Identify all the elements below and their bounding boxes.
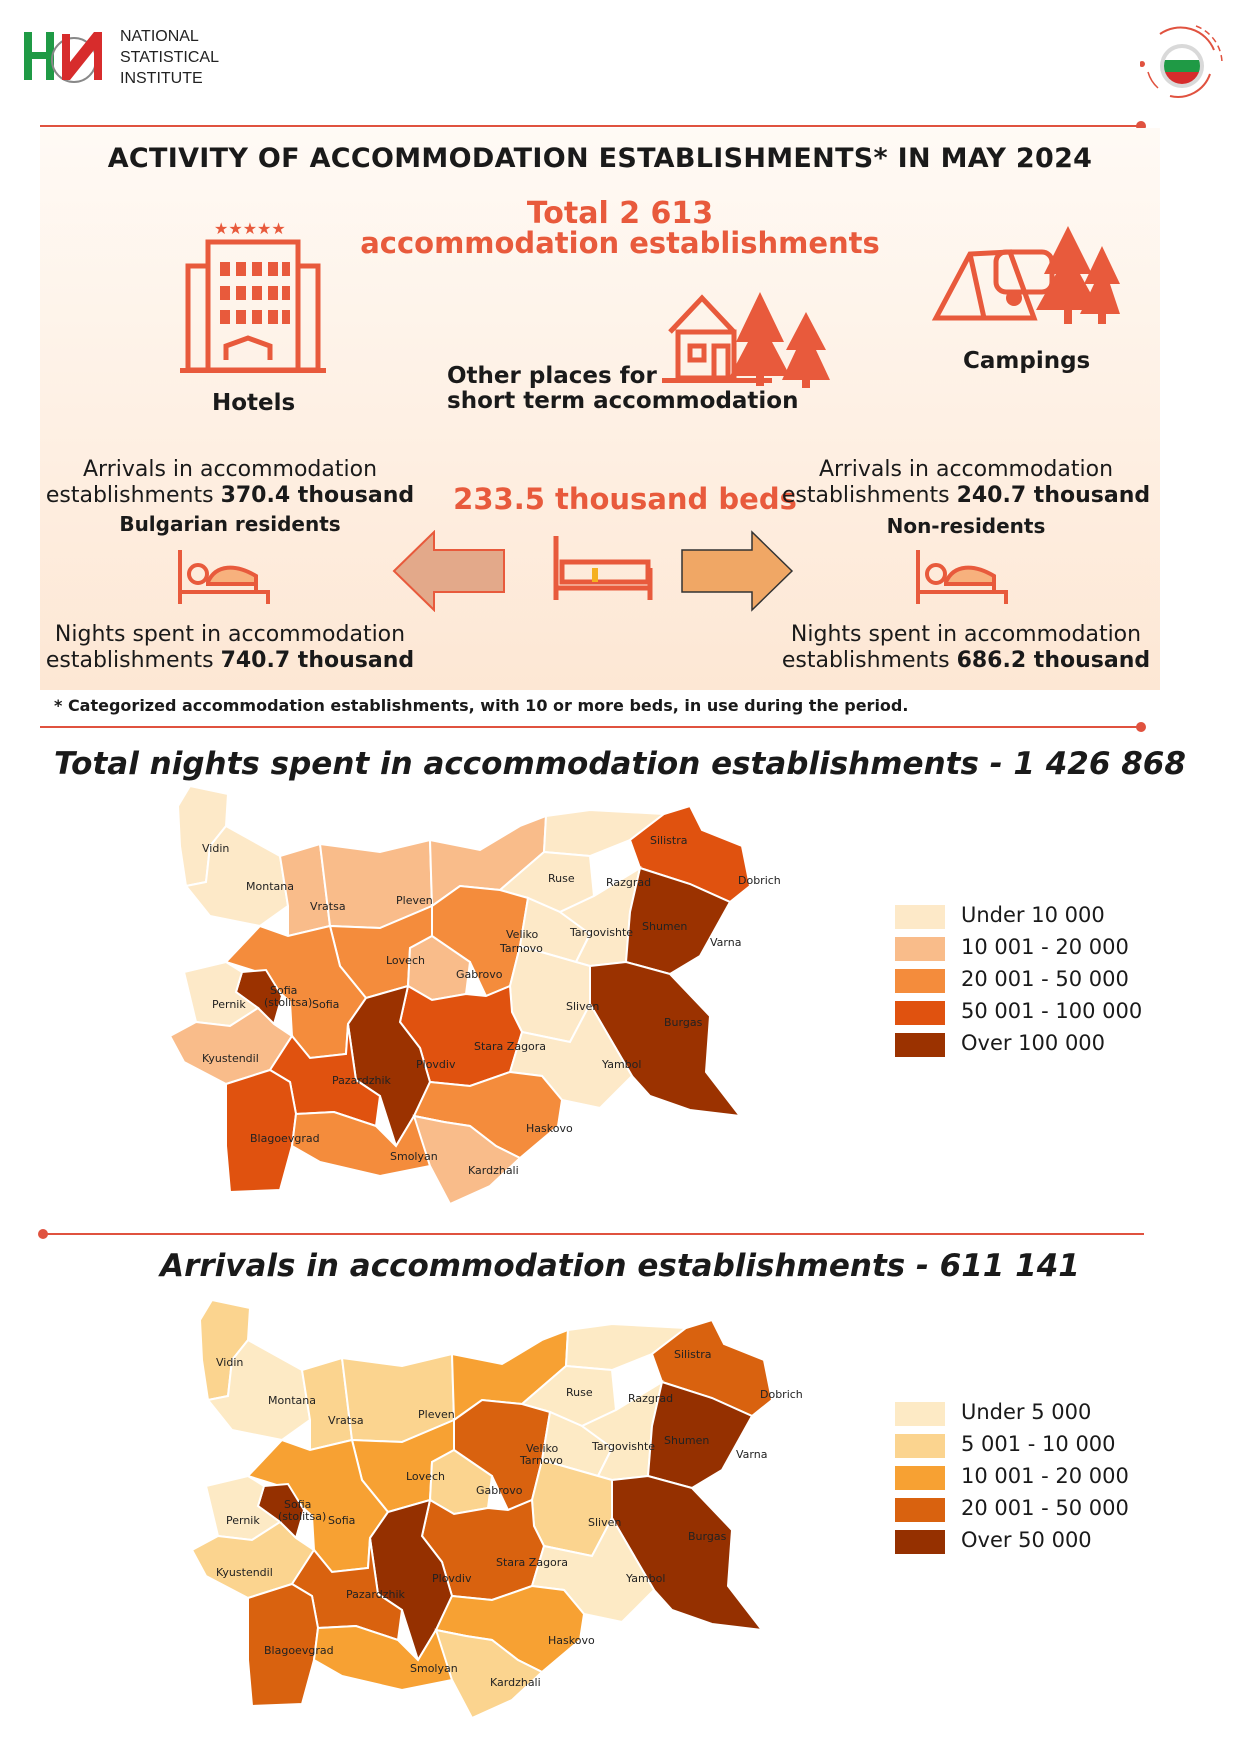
nonresidents-arrivals <box>776 457 1156 509</box>
label-plovdiv: Plovdiv <box>416 1058 456 1071</box>
arrow-right-icon <box>680 530 794 612</box>
legend-nights <box>895 905 1155 1065</box>
label-silistra: Silistra <box>674 1348 712 1361</box>
nonresidents-arrivals-line-1: Arrivals in accommodation <box>818 457 1114 482</box>
legend-swatch <box>895 937 945 961</box>
bulgaria-flag-icon <box>1140 20 1226 100</box>
label-ruse: Ruse <box>548 872 575 885</box>
label-vidin: Vidin <box>216 1356 244 1369</box>
legend-swatch <box>895 1434 945 1458</box>
residents-nights-line-2 <box>40 648 420 674</box>
label-haskovo: Haskovo <box>548 1634 595 1647</box>
label-silistra: Silistra <box>650 834 688 847</box>
label-vratsa: Vratsa <box>310 900 346 913</box>
label-kardzhali: Kardzhali <box>490 1676 541 1689</box>
residents-nights-line-1: Nights spent in accommodation <box>54 622 406 647</box>
legend-label: 50 001 - 100 000 <box>961 999 1143 1023</box>
label-plovdiv: Plovdiv <box>432 1572 472 1585</box>
bed-icon <box>550 532 656 604</box>
legend-arrivals <box>895 1402 1155 1562</box>
total-count: Total 2 613 <box>526 196 714 231</box>
label-dobrich: Dobrich <box>738 874 781 887</box>
residents-arrivals-prefix: establishments <box>45 483 221 508</box>
label-gabrovo: Gabrovo <box>476 1484 523 1497</box>
label-lovech: Lovech <box>406 1470 445 1483</box>
map-arrivals-title: Arrivals in accommodation establishments - 611 141 <box>160 1248 1080 1284</box>
label-targovishte: Targovishte <box>592 1440 656 1453</box>
label-yambol: Yambol <box>602 1058 642 1071</box>
label-gabrovo: Gabrovo <box>456 968 503 981</box>
org-line-3: INSTITUTE <box>120 70 203 87</box>
label-pernik: Pernik <box>212 998 246 1011</box>
residents-nights-value: 740.7 thousand <box>220 648 415 673</box>
legend-label: 10 001 - 20 000 <box>961 1464 1129 1488</box>
label-shumen: Shumen <box>664 1434 710 1447</box>
org-line-2: STATISTICAL <box>120 49 219 66</box>
label-sliven: Sliven <box>566 1000 600 1013</box>
campings-label: Campings <box>963 348 1091 374</box>
map-nights <box>170 786 850 1226</box>
nonresidents-nights <box>776 622 1156 674</box>
label-stara-zagora: Stara Zagora <box>496 1556 569 1569</box>
label-pleven: Pleven <box>418 1408 455 1421</box>
bed-person-icon-residents <box>176 546 272 608</box>
legend-swatch <box>895 1530 945 1554</box>
label-sofia-stolitsa-2: (stolitsa) <box>264 996 313 1009</box>
map-nights-title: Total nights spent in accommodation establishments - 1 426 868 <box>54 746 1186 782</box>
legend-label: 20 001 - 50 000 <box>961 967 1129 991</box>
legend-label: 20 001 - 50 000 <box>961 1496 1129 1520</box>
label-burgas: Burgas <box>688 1530 727 1543</box>
residents-group-label: Bulgarian residents <box>119 512 341 536</box>
other-places-line-2: short term accommodation <box>447 388 799 414</box>
nonresidents-nights-line-2 <box>776 648 1156 674</box>
org-name <box>120 26 219 89</box>
footnote: * Categorized accommodation establishments, with 10 or more beds, in use during the period. <box>54 696 909 715</box>
residents-arrivals <box>40 457 420 509</box>
beds-total: 233.5 thousand beds <box>453 482 797 516</box>
legend-swatch <box>895 1498 945 1522</box>
label-dobrich: Dobrich <box>760 1388 803 1401</box>
legend-label: Under 5 000 <box>961 1400 1092 1424</box>
label-pernik: Pernik <box>226 1514 260 1527</box>
legend-label: 5 001 - 10 000 <box>961 1432 1116 1456</box>
region-blagoevgrad <box>226 1070 296 1192</box>
residents-nights-prefix: establishments <box>45 648 221 673</box>
label-tarnovo: Tarnovo <box>500 942 543 955</box>
label-pleven: Pleven <box>396 894 433 907</box>
residents-arrivals-line-2 <box>40 483 420 509</box>
label-sofia-stolitsa-2: (stolitsa) <box>278 1510 327 1523</box>
label-tarnovo: Tarnovo <box>520 1454 563 1467</box>
divider-dot <box>1136 722 1146 732</box>
legend-swatch <box>895 1001 945 1025</box>
label-pazardzhik: Pazardzhik <box>346 1588 405 1601</box>
legend-swatch <box>895 1033 945 1057</box>
nonresidents-arrivals-prefix: establishments <box>781 483 957 508</box>
legend-swatch <box>895 969 945 993</box>
label-vidin: Vidin <box>202 842 230 855</box>
residents-nights <box>40 622 420 674</box>
label-haskovo: Haskovo <box>526 1122 573 1135</box>
label-shumen: Shumen <box>642 920 688 933</box>
other-places-label <box>447 364 798 414</box>
residents-arrivals-line-1: Arrivals in accommodation <box>82 457 378 482</box>
label-sliven: Sliven <box>588 1516 622 1529</box>
label-yambol: Yambol <box>626 1572 666 1585</box>
page-title: ACTIVITY OF ACCOMMODATION ESTABLISHMENTS* IN MAY 2024 <box>107 143 1093 174</box>
label-veliko: Veliko <box>506 928 539 941</box>
legend-label: Over 100 000 <box>961 1031 1106 1055</box>
nonresidents-arrivals-line-2 <box>776 483 1156 509</box>
nonresidents-arrivals-value: 240.7 thousand <box>956 483 1151 508</box>
camping-icon <box>930 222 1120 334</box>
legend-label: Under 10 000 <box>961 903 1105 927</box>
divider-top <box>40 125 1140 127</box>
nonresidents-group-label: Non-residents <box>886 514 1046 538</box>
label-varna: Varna <box>710 936 742 949</box>
residents-arrivals-value: 370.4 thousand <box>220 483 415 508</box>
label-smolyan: Smolyan <box>390 1150 438 1163</box>
divider-bottom <box>44 1233 1144 1235</box>
nsi-logo <box>22 26 112 90</box>
label-vratsa: Vratsa <box>328 1414 364 1427</box>
label-sofia: Sofia <box>328 1514 356 1527</box>
label-targovishte: Targovishte <box>570 926 634 939</box>
label-montana: Montana <box>246 880 294 893</box>
label-lovech: Lovech <box>386 954 425 967</box>
label-razgrad: Razgrad <box>628 1392 674 1405</box>
map-arrivals <box>192 1300 872 1740</box>
divider-mid <box>40 726 1140 728</box>
svg-text:★★★★★: ★★★★★ <box>214 219 286 238</box>
total-label: accommodation establishments <box>360 226 880 260</box>
legend-label: Over 50 000 <box>961 1528 1092 1552</box>
arrow-left-icon <box>392 530 506 612</box>
nonresidents-nights-line-1: Nights spent in accommodation <box>790 622 1142 647</box>
label-pazardzhik: Pazardzhik <box>332 1074 391 1087</box>
legend-swatch <box>895 905 945 929</box>
legend-swatch <box>895 1402 945 1426</box>
label-kyustendil: Kyustendil <box>202 1052 259 1065</box>
divider-dot <box>38 1229 48 1239</box>
label-blagoevgrad: Blagoevgrad <box>250 1132 320 1145</box>
label-montana: Montana <box>268 1394 316 1407</box>
label-ruse: Ruse <box>566 1386 593 1399</box>
org-line-1: NATIONAL <box>120 28 199 45</box>
label-razgrad: Razgrad <box>606 876 652 889</box>
hotels-label: Hotels <box>212 390 296 416</box>
other-places-line-1: Other places for <box>447 363 657 389</box>
label-sofia: Sofia <box>312 998 340 1011</box>
legend-label: 10 001 - 20 000 <box>961 935 1129 959</box>
label-blagoevgrad: Blagoevgrad <box>264 1644 334 1657</box>
bed-person-icon-nonresidents <box>914 546 1010 608</box>
nonresidents-nights-prefix: establishments <box>781 648 957 673</box>
nonresidents-nights-value: 686.2 thousand <box>956 648 1151 673</box>
label-smolyan: Smolyan <box>410 1662 458 1675</box>
label-stara-zagora: Stara Zagora <box>474 1040 547 1053</box>
label-sofia-stolitsa-1: Sofia <box>270 984 298 997</box>
label-burgas: Burgas <box>664 1016 703 1029</box>
legend-swatch <box>895 1466 945 1490</box>
label-varna: Varna <box>736 1448 768 1461</box>
label-sofia-stolitsa-1: Sofia <box>284 1498 312 1511</box>
label-veliko: Veliko <box>526 1442 559 1455</box>
hotel-icon <box>178 218 328 378</box>
label-kardzhali: Kardzhali <box>468 1164 519 1177</box>
label-kyustendil: Kyustendil <box>216 1566 273 1579</box>
